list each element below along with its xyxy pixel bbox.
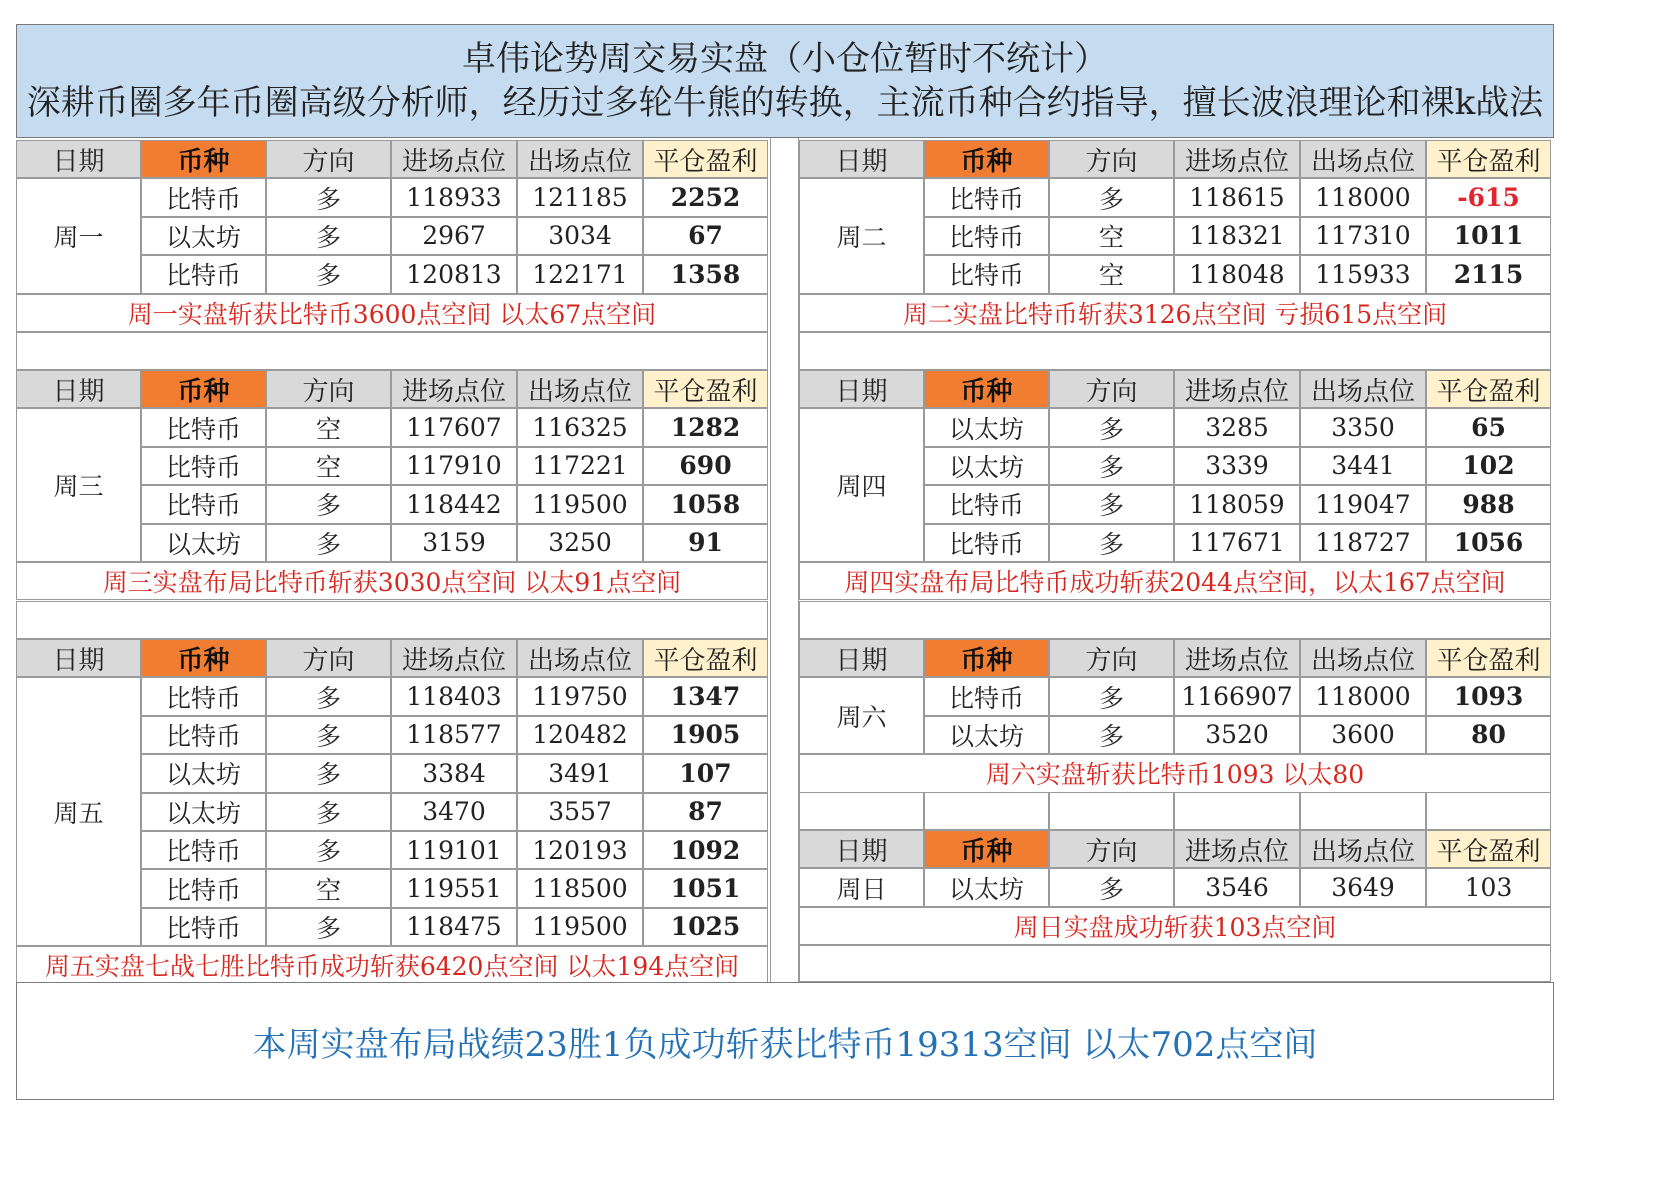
pnl-cell: 2252 [643,178,768,216]
header-date: 日期 [799,639,924,677]
header-coin: 币种 [141,370,266,408]
entry-cell: 117671 [1174,524,1300,562]
direction-cell: 多 [266,716,391,754]
exit-cell: 3649 [1300,868,1426,906]
spacer-row [16,601,768,639]
entry-cell: 3285 [1174,408,1300,446]
header-entry: 进场点位 [1174,639,1300,677]
header-exit: 出场点位 [517,639,643,677]
day-summary: 周六实盘斩获比特币1093 以太80 [799,754,1551,792]
direction-cell: 多 [266,485,391,523]
header-direction: 方向 [1049,639,1174,677]
coin-cell: 以太坊 [924,447,1049,485]
spacer-row [799,332,1551,370]
day-summary: 周一实盘斩获比特币3600点空间 以太67点空间 [16,294,768,332]
entry-cell: 119551 [391,869,517,907]
exit-cell: 116325 [517,408,643,446]
coin-cell: 比特币 [924,178,1049,216]
entry-cell: 118615 [1174,178,1300,216]
coin-cell: 以太坊 [141,754,266,792]
direction-cell: 多 [1049,868,1174,906]
direction-cell: 多 [266,908,391,946]
direction-cell: 多 [266,831,391,869]
exit-cell: 118500 [517,869,643,907]
coin-cell: 比特币 [141,831,266,869]
header-pnl: 平仓盈利 [643,140,768,178]
header-entry: 进场点位 [391,370,517,408]
header-pnl: 平仓盈利 [1426,370,1551,408]
entry-cell: 3159 [391,524,517,562]
pnl-cell: 1905 [643,716,768,754]
exit-cell: 117221 [517,447,643,485]
direction-cell: 多 [1049,677,1174,715]
coin-cell: 比特币 [924,485,1049,523]
header-date: 日期 [799,140,924,178]
exit-cell: 3441 [1300,447,1426,485]
pnl-cell: 1058 [643,485,768,523]
coin-cell: 比特币 [924,217,1049,255]
header-coin: 币种 [141,639,266,677]
pnl-cell: 91 [643,524,768,562]
day-label: 周日 [799,868,924,906]
entry-cell: 3339 [1174,447,1300,485]
entry-cell: 118933 [391,178,517,216]
pnl-cell: 1282 [643,408,768,446]
entry-cell: 118403 [391,677,517,715]
coin-cell: 比特币 [141,447,266,485]
day-summary: 周日实盘成功斩获103点空间 [799,907,1551,945]
weekly-total: 本周实盘布局战绩23胜1负成功斩获比特币19313空间 以太702点空间 [16,982,1554,1100]
pnl-cell: 1051 [643,869,768,907]
spacer-cell [799,792,924,830]
exit-cell: 117310 [1300,217,1426,255]
entry-cell: 117910 [391,447,517,485]
entry-cell: 118048 [1174,255,1300,293]
pnl-cell: 1011 [1426,217,1551,255]
exit-cell: 122171 [517,255,643,293]
coin-cell: 以太坊 [924,716,1049,754]
day-summary: 周三实盘布局比特币斩获3030点空间 以太91点空间 [16,562,768,600]
trading-sheet [16,24,1662,1176]
pnl-cell: 67 [643,217,768,255]
header-direction: 方向 [1049,370,1174,408]
entry-cell: 2967 [391,217,517,255]
exit-cell: 120482 [517,716,643,754]
coin-cell: 以太坊 [141,217,266,255]
header-direction: 方向 [1049,830,1174,868]
direction-cell: 多 [266,178,391,216]
coin-cell: 比特币 [924,524,1049,562]
spacer-row [799,601,1551,639]
pnl-cell: 1347 [643,677,768,715]
entry-cell: 3470 [391,793,517,831]
entry-cell: 120813 [391,255,517,293]
pnl-cell: 107 [643,754,768,792]
header-exit: 出场点位 [1300,639,1426,677]
exit-cell: 118727 [1300,524,1426,562]
exit-cell: 3600 [1300,716,1426,754]
header-coin: 币种 [924,830,1049,868]
exit-cell: 118000 [1300,677,1426,715]
pnl-cell: 65 [1426,408,1551,446]
header-entry: 进场点位 [1174,140,1300,178]
header-date: 日期 [16,140,141,178]
header-pnl: 平仓盈利 [643,639,768,677]
banner [16,24,1554,138]
day-label: 周五 [16,677,141,946]
entry-cell: 118475 [391,908,517,946]
exit-cell: 118000 [1300,178,1426,216]
header-exit: 出场点位 [1300,140,1426,178]
day-summary: 周二实盘比特币斩获3126点空间 亏损615点空间 [799,294,1551,332]
direction-cell: 空 [266,869,391,907]
header-pnl: 平仓盈利 [643,370,768,408]
direction-cell: 多 [266,255,391,293]
direction-cell: 多 [1049,447,1174,485]
direction-cell: 多 [1049,524,1174,562]
header-entry: 进场点位 [1174,370,1300,408]
pnl-cell: 1093 [1426,677,1551,715]
exit-cell: 120193 [517,831,643,869]
direction-cell: 空 [1049,255,1174,293]
coin-cell: 比特币 [141,178,266,216]
spacer-row [16,332,768,370]
header-coin: 币种 [924,370,1049,408]
coin-cell: 以太坊 [924,868,1049,906]
entry-cell: 118321 [1174,217,1300,255]
entry-cell: 3546 [1174,868,1300,906]
entry-cell: 117607 [391,408,517,446]
pnl-cell: 1358 [643,255,768,293]
header-exit: 出场点位 [1300,830,1426,868]
coin-cell: 比特币 [141,255,266,293]
direction-cell: 多 [1049,408,1174,446]
header-pnl: 平仓盈利 [1426,140,1551,178]
entry-cell: 118059 [1174,485,1300,523]
day-label: 周六 [799,677,924,754]
spacer-cell [1426,792,1551,830]
direction-cell: 多 [1049,716,1174,754]
exit-cell: 119047 [1300,485,1426,523]
spacer-cell [1049,792,1174,830]
coin-cell: 比特币 [141,908,266,946]
header-direction: 方向 [266,140,391,178]
spacer-cell [924,792,1049,830]
pnl-cell: 87 [643,793,768,831]
direction-cell: 多 [266,793,391,831]
pnl-cell: 690 [643,447,768,485]
header-pnl: 平仓盈利 [1426,830,1551,868]
header-date: 日期 [16,639,141,677]
pnl-cell: 2115 [1426,255,1551,293]
day-label: 周四 [799,408,924,562]
pnl-cell: 1056 [1426,524,1551,562]
entry-cell: 1166907 [1174,677,1300,715]
day-summary: 周四实盘布局比特币成功斩获2044点空间，以太167点空间 [799,562,1551,600]
day-label: 周一 [16,178,141,293]
coin-cell: 以太坊 [141,793,266,831]
header-direction: 方向 [1049,140,1174,178]
exit-cell: 3350 [1300,408,1426,446]
banner-subtitle: 深耕币圈多年币圈高级分析师，经历过多轮牛熊的转换，主流币种合约指导，擅长波浪理论和裸k战法 [26,83,1544,123]
day-label: 周三 [16,408,141,562]
entry-cell: 118577 [391,716,517,754]
exit-cell: 119500 [517,485,643,523]
spacer-cell [1300,792,1426,830]
header-coin: 币种 [924,639,1049,677]
pnl-cell: 103 [1426,868,1551,906]
direction-cell: 多 [266,677,391,715]
direction-cell: 多 [1049,485,1174,523]
entry-cell: 119101 [391,831,517,869]
day-label: 周二 [799,178,924,293]
header-date: 日期 [799,370,924,408]
coin-cell: 比特币 [141,677,266,715]
header-direction: 方向 [266,639,391,677]
coin-cell: 比特币 [924,677,1049,715]
header-direction: 方向 [266,370,391,408]
header-date: 日期 [799,830,924,868]
coin-cell: 比特币 [141,485,266,523]
direction-cell: 空 [266,447,391,485]
header-exit: 出场点位 [517,370,643,408]
entry-cell: 3520 [1174,716,1300,754]
exit-cell: 3491 [517,754,643,792]
exit-cell: 3557 [517,793,643,831]
coin-cell: 比特币 [141,716,266,754]
coin-cell: 以太坊 [924,408,1049,446]
header-exit: 出场点位 [1300,370,1426,408]
coin-cell: 以太坊 [141,524,266,562]
direction-cell: 多 [1049,178,1174,216]
spacer-row [799,945,1551,982]
day-summary: 周五实盘七战七胜比特币成功斩获6420点空间 以太194点空间 [16,946,768,984]
header-coin: 币种 [924,140,1049,178]
header-date: 日期 [16,370,141,408]
direction-cell: 多 [266,217,391,255]
header-entry: 进场点位 [391,639,517,677]
exit-cell: 119500 [517,908,643,946]
header-coin: 币种 [141,140,266,178]
exit-cell: 121185 [517,178,643,216]
header-exit: 出场点位 [517,140,643,178]
banner-title: 卓伟论势周交易实盘（小仓位暂时不统计） [462,39,1108,79]
coin-cell: 比特币 [924,255,1049,293]
coin-cell: 比特币 [141,869,266,907]
pnl-cell: 102 [1426,447,1551,485]
pnl-cell: -615 [1426,178,1551,216]
exit-cell: 115933 [1300,255,1426,293]
coin-cell: 比特币 [141,408,266,446]
header-entry: 进场点位 [391,140,517,178]
header-pnl: 平仓盈利 [1426,639,1551,677]
pnl-cell: 1025 [643,908,768,946]
entry-cell: 3384 [391,754,517,792]
spacer-cell [1174,792,1300,830]
entry-cell: 118442 [391,485,517,523]
column-divider [770,138,799,982]
direction-cell: 多 [266,524,391,562]
exit-cell: 119750 [517,677,643,715]
pnl-cell: 988 [1426,485,1551,523]
pnl-cell: 1092 [643,831,768,869]
pnl-cell: 80 [1426,716,1551,754]
direction-cell: 空 [1049,217,1174,255]
exit-cell: 3034 [517,217,643,255]
direction-cell: 空 [266,408,391,446]
exit-cell: 3250 [517,524,643,562]
direction-cell: 多 [266,754,391,792]
header-entry: 进场点位 [1174,830,1300,868]
